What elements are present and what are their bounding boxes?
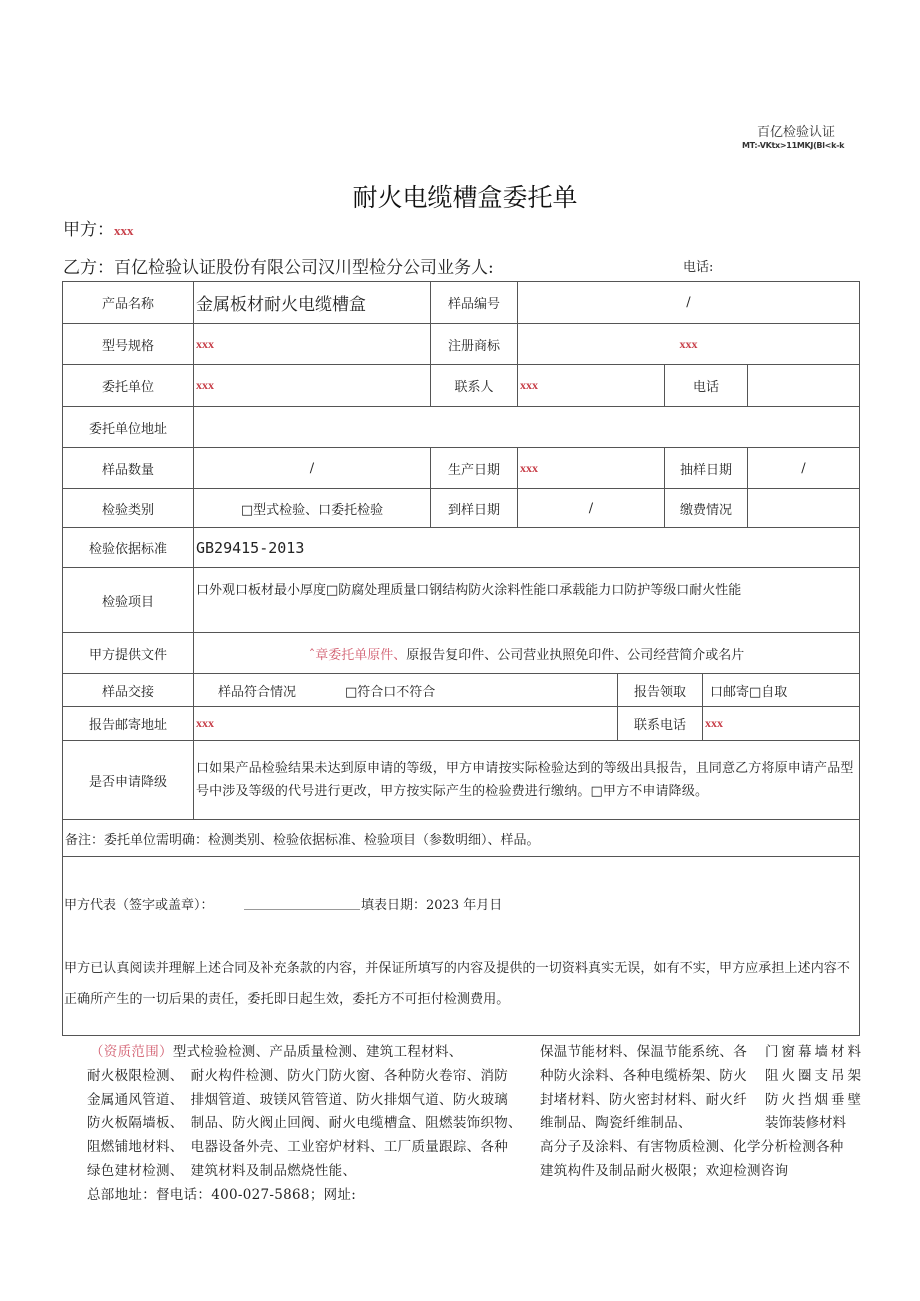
scope-line: 装饰装修材料 [765,1115,846,1132]
scope-line: 封堵材料、防火密封材料、耐火纤 [540,1091,747,1108]
scope-line: 金属通风管道、 排烟管道、玻镁风管管道、防火排烟气道、防火玻璃 [87,1091,509,1108]
sample-conformity-label: 样品符合情况 [218,684,297,700]
production-date-value[interactable]: xxx [520,460,538,475]
scope-line: 门窗幕墙材料 [765,1044,864,1060]
mail-address-value[interactable]: xxx [196,716,214,730]
tel-label: 电话 [692,380,719,395]
provided-docs-label: 甲方提供文件 [88,647,167,663]
inspection-items-options[interactable]: 口外观口板材最小厚度□防腐处理质量口钢结构防火涂料性能口承载能力口防护等级口耐火性能 [196,582,742,598]
provided-docs-rest: 原报告复印件、公司营业执照免印件、公司经营简介或名片 [406,647,745,663]
sample-no-value[interactable]: / [686,295,691,310]
brand-code: MT:-VKtx>11MKJ(Bl<k-k [742,141,845,150]
scope-line: 保温节能材料、保温节能系统、各 [540,1044,747,1060]
scope-line: 维制品、陶瓷纤维制品、 [540,1115,692,1132]
mail-address-label: 报告邮寄地址 [88,718,167,733]
product-name-label: 产品名称 [101,297,154,312]
signature-line[interactable] [244,909,360,910]
scope-line: 阻燃铺地材料、 电器设备外壳、工业窑炉材料、工厂质量跟踪、各种 [87,1139,509,1156]
scope-line: 种防火涂料、各种电缆桥架、防火 [540,1067,747,1084]
contact-phone-value[interactable]: xxx [705,716,723,730]
party-a-label: 甲方： [63,220,114,240]
payment-status-value[interactable] [748,489,859,527]
scope-line: 型式检验检测、产品质量检测、建筑工程材料、 [172,1044,463,1060]
downgrade-text: 口如果产品检验结果未达到原申请的等级，甲方申请按实际检验达到的等级出具报告，且同意乙方将原申请产品型号中涉及等级的代号进行更改，甲方按实际产生的检验费进行缴纳。□甲方不申请降级。 [196,761,854,799]
scope-line: 防火板隔墙板、 制品、防火阀止回阀、耐火电缆槽盒、阻燃装饰织物、 [87,1115,522,1132]
client-label: 委托单位 [101,380,154,395]
report-pickup-options[interactable]: 口邮寄□自取 [710,684,788,700]
standard-value[interactable]: GB29415-2013 [196,538,305,557]
declaration: 甲方已认真阅读并理解上述合同及补充条款的内容，并保证所填写的内容及提供的一切资料真实无误，如有不实，甲方应承担上述内容不正确所产生的一切后果的责任，委托即日起生效，委托方不可拒付检测费用。 [64,961,851,1007]
product-name-value[interactable]: 金属板材耐火电缆槽盒 [196,295,366,315]
scope-label: （资质范围） [90,1044,173,1060]
page-title: 耐火电缆槽盒委托单 [352,183,578,212]
scope-line: 阻火圈支吊架 [765,1067,864,1084]
tel-value[interactable] [748,365,859,406]
sample-handover-label: 样品交接 [101,684,154,700]
contact-person-label: 联系人 [454,380,494,395]
footer-scope-left [87,1041,522,1208]
downgrade-label: 是否申请降级 [88,774,167,790]
fill-date: 填表日期：2023 年月日 [361,898,503,913]
client-value[interactable]: xxx [196,378,214,392]
inspection-type-label: 检验类别 [101,502,154,518]
sample-no-label: 样品编号 [447,297,500,312]
sample-qty-value[interactable]: / [309,460,315,476]
downgrade-options[interactable] [194,741,859,819]
sampling-date-label: 抽样日期 [679,462,732,478]
client-address-label: 委托单位地址 [88,421,167,437]
trademark-label: 注册商标 [447,338,500,354]
contact-line: 总部地址：督电话：400-027-5868；网址: [87,1186,357,1203]
sample-qty-label: 样品数量 [101,462,154,478]
sampling-date-value[interactable]: / [801,460,806,476]
production-date-label: 生产日期 [447,462,500,478]
scope-line: 建筑构件及制品耐火极限；欢迎检测咨询 [540,1162,789,1179]
arrival-date-label: 到样日期 [447,502,500,518]
report-pickup-label: 报告领取 [633,684,686,700]
provided-docs-value [194,633,859,673]
scope-line: 绿色建材检测、 建筑材料及制品燃烧性能、 [87,1162,357,1179]
party-a-line [63,215,134,240]
brand-name: 百亿检验认证 [757,125,836,140]
provided-docs-red: ˆ章委托单原件、 [308,647,407,663]
arrival-date-value[interactable]: / [588,500,594,516]
payment-status-label: 缴费情况 [679,502,732,518]
inspection-type-options[interactable]: □型式检验、口委托检验 [240,502,384,518]
footer-scope-right [765,1041,864,1136]
standard-label: 检验依据标准 [88,542,167,557]
trademark-value[interactable]: xxx [679,336,698,351]
client-address-value[interactable] [194,407,861,447]
inspection-items-label: 检验项目 [101,594,154,610]
scope-line: 防火挡烟垂壁 [765,1091,864,1108]
model-spec-value[interactable]: xxx [196,336,214,351]
model-spec-label: 型号规格 [101,338,154,354]
party-b-phone-label: 电话: [683,260,714,275]
party-a-value[interactable]: xxx [114,223,134,238]
note: 备注：委托单位需明确：检测类别、检验依据标准、检验项目（参数明细）、样品。 [65,832,540,848]
scope-line: 高分子及涂料、有害物质检测、化学分析检测各种 [540,1139,844,1156]
sample-conformity-options[interactable]: □符合口不符合 [345,684,436,700]
signature-label: 甲方代表（签字或盖章）： [64,898,214,913]
scope-line: 耐火极限检测、 耐火构件检测、防火门防火窗、各种防火卷帘、消防 [87,1067,509,1084]
party-b-line: 乙方：百亿检验认证股份有限公司汉川型检分公司业务人: [63,258,494,278]
contact-phone-label: 联系电话 [633,718,686,733]
contact-person-value[interactable]: xxx [520,378,538,392]
